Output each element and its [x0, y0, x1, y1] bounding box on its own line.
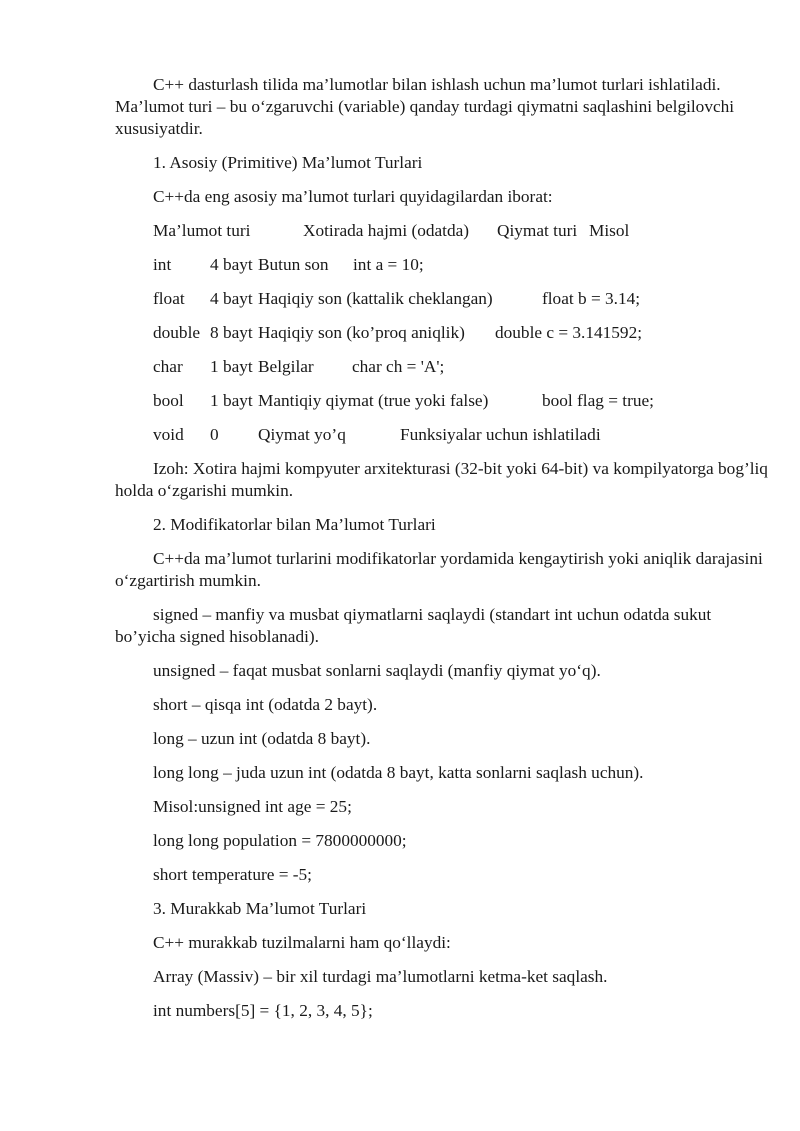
table-cell: 4 bayt	[210, 255, 253, 274]
table-header-cell: Qiymat turi	[497, 221, 578, 240]
document-body	[115, 74, 770, 1034]
table-header-cell: Ma’lumot turi	[153, 221, 251, 240]
table-row	[115, 254, 770, 276]
table-cell: double c = 3.141592;	[495, 323, 643, 342]
array-example-line: int numbers[5] = {1, 2, 3, 4, 5};	[153, 1001, 373, 1020]
table-row	[115, 288, 770, 310]
example-line: short temperature = -5;	[153, 865, 312, 884]
table-cell: Funksiyalar uchun ishlatiladi	[400, 425, 601, 444]
table-cell: Haqiqiy son (kattalik cheklangan)	[258, 289, 493, 308]
long-paragraph: long – uzun int (odatda 8 bayt).	[153, 729, 371, 748]
table-cell: int	[153, 255, 172, 274]
section-heading-2: 2. Modifikatorlar bilan Ma’lumot Turlari	[153, 515, 436, 534]
table-cell: 8 bayt	[210, 323, 253, 342]
example-line: Misol:unsigned int age = 25;	[153, 797, 352, 816]
section-1-paragraph: C++da eng asosiy ma’lumot turlari quyidagilardan iborat:	[153, 187, 553, 206]
section-3-paragraph: C++ murakkab tuzilmalarni ham qo‘llaydi:	[153, 933, 451, 952]
table-cell: int a = 10;	[353, 255, 424, 274]
table-header-cell: Xotirada hajmi (odatda)	[303, 221, 470, 240]
table-cell: char	[153, 357, 183, 376]
table-cell: void	[153, 425, 184, 444]
table-row	[115, 322, 770, 344]
table-cell: 0	[210, 425, 219, 444]
table-cell: bool	[153, 391, 184, 410]
table-cell: 1 bayt	[210, 357, 253, 376]
table-cell: double	[153, 323, 201, 342]
unsigned-paragraph: unsigned – faqat musbat sonlarni saqlaydi (manfiy qiymat yo‘q).	[153, 661, 601, 680]
table-cell: Haqiqiy son (ko’proq aniqlik)	[258, 323, 465, 342]
table-cell: Butun son	[258, 255, 329, 274]
table-header-cell: Misol	[589, 221, 630, 240]
section-heading-1: 1. Asosiy (Primitive) Ma’lumot Turlari	[153, 153, 423, 172]
signed-paragraph: signed – manfiy va musbat qiymatlarni saqlaydi (standart int uchun odatda sukut bo’yicha signed hisoblanadi).	[115, 605, 712, 646]
array-paragraph: Array (Massiv) – bir xil turdagi ma’lumotlarni ketma-ket saqlash.	[153, 967, 608, 986]
example-line: long long population = 7800000000;	[153, 831, 407, 850]
table-header-row	[115, 220, 770, 242]
table-row	[115, 390, 770, 412]
table-row	[115, 424, 770, 446]
section-heading-3: 3. Murakkab Ma’lumot Turlari	[153, 899, 367, 918]
table-cell: 1 bayt	[210, 391, 253, 410]
data-types-table	[115, 220, 770, 446]
table-row	[115, 356, 770, 378]
table-cell: Belgilar	[258, 357, 314, 376]
intro-paragraph: C++ dasturlash tilida ma’lumotlar bilan ishlash uchun ma’lumot turlari ishlatiladi. Ma’lumot turi – bu o‘zgaruvchi (variable) qanday turdagi qiymatni saqlashini belgilovchi xususiyatdir.	[115, 75, 735, 138]
note-paragraph: Izoh: Xotira hajmi kompyuter arxitekturasi (32-bit yoki 64-bit) va kompilyatorga bog’liq holda o‘zgarishi mumkin.	[115, 459, 768, 500]
section-2-paragraph: C++da ma’lumot turlarini modifikatorlar yordamida kengaytirish yoki aniqlik darajasini o‘zgartirish mumkin.	[115, 549, 763, 590]
table-cell: bool flag = true;	[542, 391, 654, 410]
table-cell: float b = 3.14;	[542, 289, 641, 308]
table-cell: Mantiqiy qiymat (true yoki false)	[258, 391, 489, 410]
short-paragraph: short – qisqa int (odatda 2 bayt).	[153, 695, 378, 714]
table-cell: float	[153, 289, 185, 308]
table-cell: char ch = 'A';	[352, 357, 445, 376]
long-long-paragraph: long long – juda uzun int (odatda 8 bayt, katta sonlarni saqlash uchun).	[153, 763, 644, 782]
table-cell: 4 bayt	[210, 289, 253, 308]
table-cell: Qiymat yo’q	[258, 425, 346, 444]
